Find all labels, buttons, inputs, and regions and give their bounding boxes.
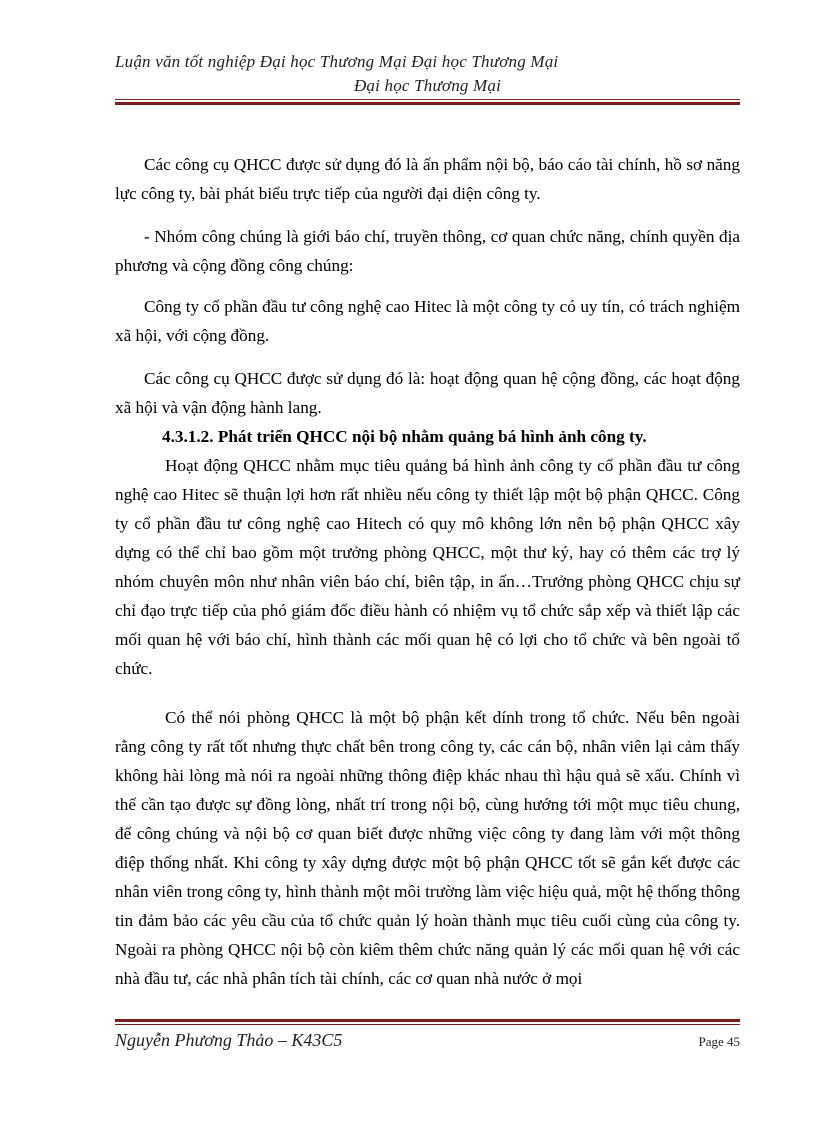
footer-rule-thin [115,1024,740,1025]
footer-rule-thick [115,1019,740,1022]
document-body [115,150,740,993]
paragraph: Có thể nói phòng QHCC là một bộ phận kết dính trong tổ chức. Nếu bên ngoài rằng công ty rất tốt nhưng thực chất bên trong công ty, các cán bộ, nhân viên lại cảm thấy không hài lòng mà nói ra ngoài những thông điệp khác nhau thì hậu quả sẽ xấu. Chính vì thế cần tạo được sự đồng lòng, nhất trí trong nội bộ, cùng hướng tới một mục tiêu chung, để công chúng và nội bộ cơ quan biết được những việc công ty đang làm với một thông điệp thống nhất. Khi công ty xây dựng được một bộ phận QHCC tốt sẽ gắn kết được các nhân viên trong công ty, hình thành một môi trường làm việc hiệu quả, một hệ thống thông tin đảm bảo các yêu cầu của tổ chức quản lý hoàn thành mục tiêu cuối cùng của công ty. Ngoài ra phòng QHCC nội bộ còn kiêm thêm chức năng quản lý các mối quan hệ với các nhà đầu tư, các nhà phân tích tài chính, các cơ quan nhà nước ở mọi [115,708,740,988]
header-rule-thick [115,102,740,105]
header-title-line-2: Đại học Thương Mại [353,76,502,95]
paragraph: Các công cụ QHCC được sử dụng đó là ấn phẩm nội bộ, báo cáo tài chính, hồ sơ năng lực công ty, bài phát biểu trực tiếp của người đại diện công ty. [115,155,740,203]
page-number: Page 45 [698,1034,740,1049]
page-header [115,50,740,98]
paragraph: Các công cụ QHCC được sử dụng đó là: hoạt động quan hệ cộng đồng, các hoạt động xã hội và vận động hành lang. [115,369,740,417]
section-heading: 4.3.1.2. Phát triển QHCC nội bộ nhằm quảng bá hình ảnh công ty. [162,427,647,446]
header-title-line-1: Luận văn tốt nghiệp Đại học Thương Mại Đại học Thương Mại [115,52,559,71]
header-rule-thin [115,99,740,100]
paragraph: Công ty cổ phần đầu tư công nghệ cao Hitec là một công ty có uy tín, có trách nghiệm xã hội, với cộng đồng. [115,297,740,345]
paragraph: Hoạt động QHCC nhằm mục tiêu quảng bá hình ảnh công ty cổ phần đầu tư công nghệ cao Hitec sẽ thuận lợi hơn rất nhiều nếu công ty thiết lập một bộ phận QHCC. Công ty cổ phần đầu tư công nghệ cao Hitech có quy mô không lớn nên bộ phận QHCC xây dựng có thể chỉ bao gồm một trưởng phòng QHCC, một thư ký, hay có thêm các trợ lý nhóm chuyên môn như nhân viên báo chí, biên tập, in ấn…Trưởng phòng QHCC chịu sự chỉ đạo trực tiếp của phó giám đốc điều hành có nhiệm vụ tổ chức sắp xếp và thiết lập các mối quan hệ với báo chí, hình thành các mối quan hệ có lợi cho tổ chức và bên ngoài tổ chức. [115,456,740,678]
footer-author: Nguyễn Phương Thảo – K43C5 [115,1030,343,1050]
page-footer [115,1030,740,1056]
paragraph: - Nhóm công chúng là giới báo chí, truyền thông, cơ quan chức năng, chính quyền địa phương và cộng đồng công chúng: [115,227,740,275]
